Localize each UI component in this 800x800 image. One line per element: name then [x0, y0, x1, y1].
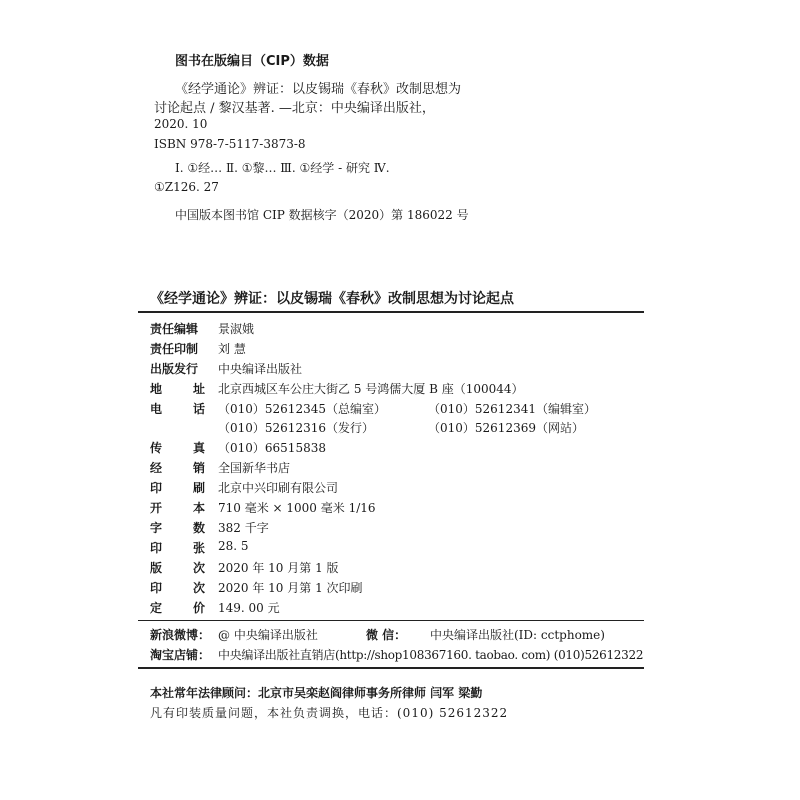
word-count-value: 382 千字	[218, 521, 269, 535]
edition-label-a: 版	[150, 561, 163, 575]
taobao-label: 淘宝店铺：	[150, 648, 211, 662]
printer-label-a: 印	[150, 481, 163, 495]
sheets-label-a: 印	[150, 541, 163, 555]
fax-value: （010）66515838	[218, 441, 326, 455]
wechat-label: 微 信：	[366, 628, 407, 642]
cip-classification-1: Ⅰ. ①经… Ⅱ. ①黎… Ⅲ. ①经学 - 研究 Ⅳ.	[175, 161, 390, 175]
book-title: 《经学通论》辨证：以皮锡瑞《春秋》改制思想为讨论起点	[150, 291, 514, 307]
cip-heading: 图书在版编目（CIP）数据	[175, 54, 329, 69]
publisher-label: 出版发行	[150, 362, 199, 376]
store-rule	[138, 667, 644, 669]
distributor-label-a: 经	[150, 461, 163, 475]
impression-value: 2020 年 10 月第 1 次印刷	[218, 581, 363, 595]
address-label-b: 址	[193, 382, 206, 396]
distributor-label-b: 销	[193, 461, 206, 475]
editor-value: 景淑娥	[218, 322, 255, 336]
taobao-value: 中央编译出版社直销店(http://shop108367160. taobao. com) (010)52612322	[218, 648, 644, 662]
price-label-b: 价	[193, 601, 206, 615]
phone-editorial: （010）52612341（编辑室）	[428, 402, 596, 416]
weibo-label: 新浪微博：	[150, 628, 211, 642]
weibo-value: @ 中央编译出版社	[218, 628, 318, 642]
editor-label: 责任编辑	[150, 322, 199, 336]
fax-label-b: 真	[193, 441, 206, 455]
cip-line-3: 2020. 10	[154, 117, 208, 131]
edition-label-b: 次	[193, 561, 206, 575]
impression-label-a: 印	[150, 581, 163, 595]
wechat-value: 中央编译出版社(ID: cctphome)	[430, 628, 605, 642]
phone-website: （010）52612369（网站）	[428, 421, 584, 435]
sheets-value: 28. 5	[218, 539, 249, 553]
impression-label-b: 次	[193, 581, 206, 595]
price-value: 149. 00 元	[218, 601, 280, 615]
cip-classification-2: ①Z126. 27	[154, 180, 219, 194]
cip-line-1: 《经学通论》辨证：以皮锡瑞《春秋》改制思想为	[175, 82, 462, 97]
cip-line-2: 讨论起点 / 黎汉基著. —北京：中央编译出版社，	[154, 101, 435, 116]
printing-supervisor-value: 刘 慧	[218, 342, 246, 356]
phone-label-a: 电	[150, 402, 163, 416]
cip-isbn: ISBN 978-7-5117-3873-8	[154, 137, 306, 151]
printer-label-b: 刷	[193, 481, 206, 495]
publisher-value: 中央编译出版社	[218, 362, 303, 376]
word-count-label-a: 字	[150, 521, 163, 535]
phone-distribution: （010）52612316（发行）	[218, 421, 374, 435]
quality-notice: 凡有印装质量问题，本社负责调换，电话：(010) 52612322	[150, 706, 509, 720]
format-value: 710 毫米 × 1000 毫米 1/16	[218, 501, 376, 515]
sheets-label-b: 张	[193, 541, 206, 555]
edition-value: 2020 年 10 月第 1 版	[218, 561, 339, 575]
fax-label-a: 传	[150, 441, 163, 455]
distributor-value: 全国新华书店	[218, 461, 291, 475]
price-label-a: 定	[150, 601, 163, 615]
phone-label-b: 话	[193, 402, 206, 416]
cip-approval: 中国版本图书馆 CIP 数据核字（2020）第 186022 号	[175, 208, 469, 222]
address-label-a: 地	[150, 382, 163, 396]
format-label-a: 开	[150, 501, 163, 515]
title-rule	[138, 311, 644, 313]
address-value: 北京西城区车公庄大街乙 5 号鸿儒大厦 B 座（100044）	[218, 382, 524, 396]
legal-counsel: 本社常年法律顾问：北京市吴栾赵阎律师事务所律师 闫军 梁勤	[150, 686, 483, 700]
details-rule	[138, 620, 644, 621]
format-label-b: 本	[193, 501, 206, 515]
word-count-label-b: 数	[193, 521, 206, 535]
printer-value: 北京中兴印刷有限公司	[218, 481, 339, 495]
printing-supervisor-label: 责任印制	[150, 342, 199, 356]
phone-general: （010）52612345（总编室）	[218, 402, 386, 416]
